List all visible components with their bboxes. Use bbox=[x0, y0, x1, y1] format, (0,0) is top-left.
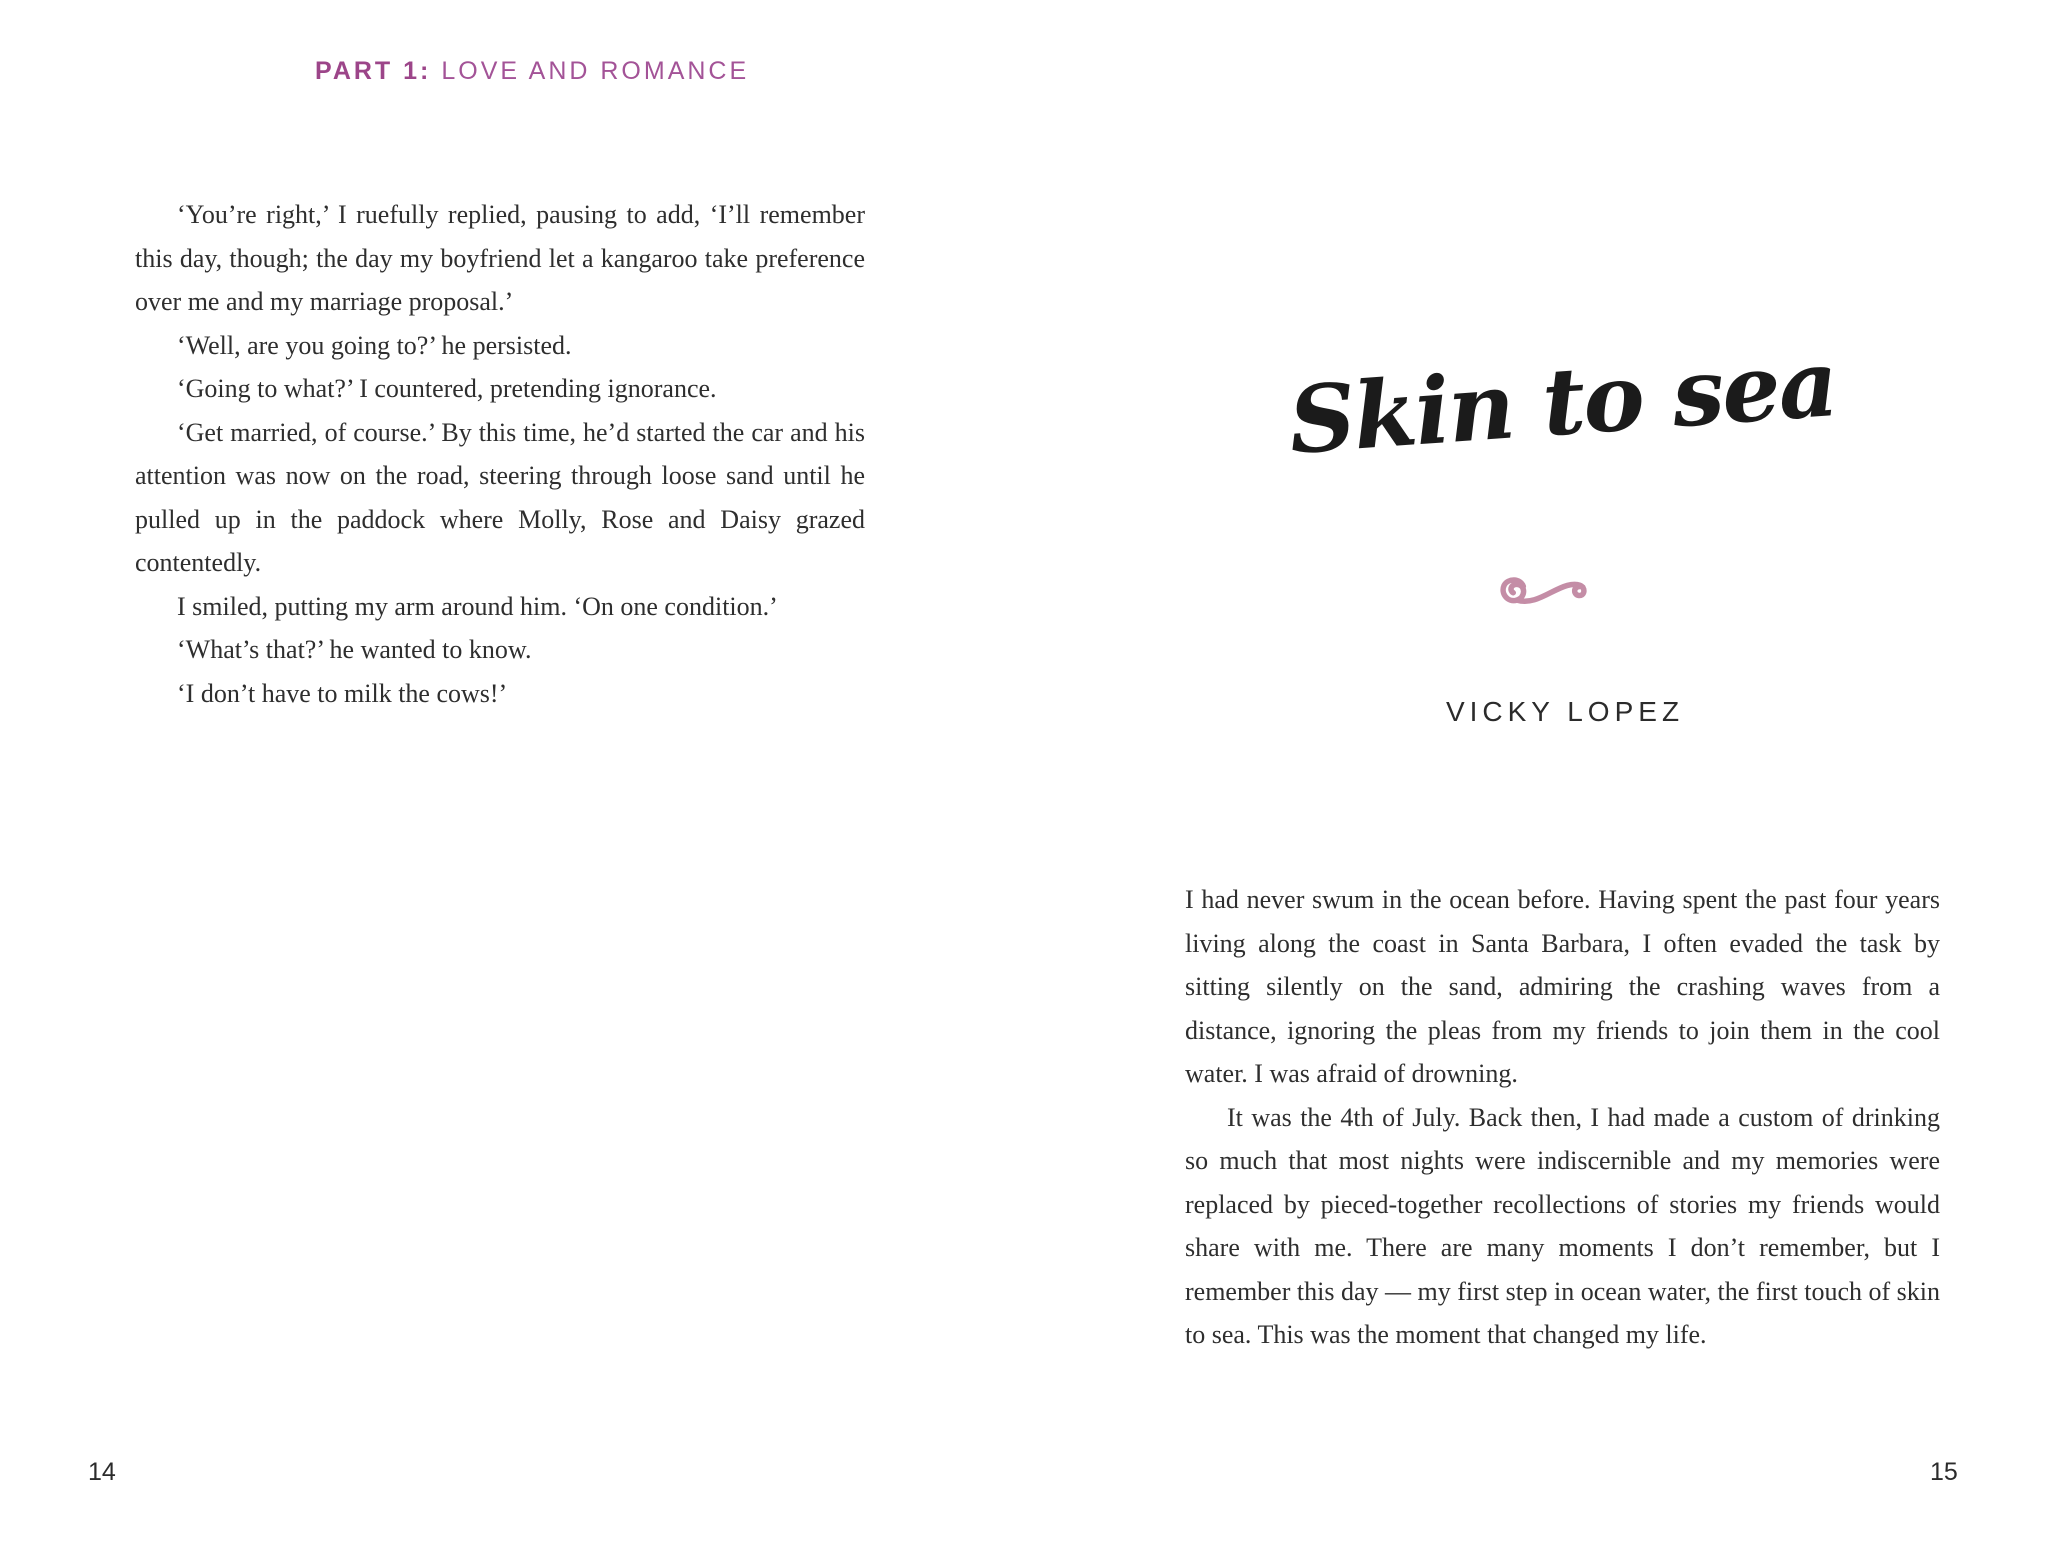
paragraph: ‘You’re right,’ I ruefully replied, pausing to add, ‘I’ll remember this day, though; the day my boyfriend let a kangaroo take preference over me and my marriage proposal.’ bbox=[135, 200, 865, 316]
paragraph: It was the 4th of July. Back then, I had made a custom of drinking so much that most nights were indiscernible and my memories were replaced by pieced-together recollections of stories my friends would share with me. There are many moments I don’t remember, but I remember this day — my first step in ocean water, the first touch of skin to sea. This was the moment that changed my life. bbox=[1185, 1102, 1940, 1349]
chapter-author: VICKY LOPEZ bbox=[1445, 696, 1685, 727]
paragraph: ‘Well, are you going to?’ he persisted. bbox=[177, 330, 572, 360]
left-page-text bbox=[135, 193, 865, 715]
chapter-title: Skin to sea bbox=[1285, 329, 1840, 475]
paragraph: I had never swum in the ocean before. Having spent the past four years living along the coast in Santa Barbara, I often evaded the task by sitting silently on the sand, admiring the crashing waves from a distance, ignoring the pleas from my friends to join them in the cool water. I was afraid of drowning. bbox=[1185, 885, 1940, 1088]
paragraph: I smiled, putting my arm around him. ‘On one condition.’ bbox=[177, 591, 778, 621]
right-page-text bbox=[1185, 878, 1940, 1357]
paragraph: ‘I don’t have to milk the cows!’ bbox=[177, 678, 508, 708]
part-header bbox=[315, 57, 749, 86]
page-number-right: 15 bbox=[1930, 1458, 1958, 1486]
paragraph: ‘Get married, of course.’ By this time, he’d started the car and his attention was now on the road, steering through loose sand until he pulled up in the paddock where Molly, Rose and Daisy grazed contentedly. bbox=[135, 417, 865, 577]
paragraph: ‘Going to what?’ I countered, pretending ignorance. bbox=[177, 374, 717, 403]
part-label: PART 1: bbox=[315, 57, 432, 85]
swirl-flourish-icon bbox=[1494, 566, 1604, 614]
paragraph: ‘What’s that?’ he wanted to know. bbox=[177, 635, 532, 664]
page-number-left: 14 bbox=[88, 1458, 116, 1486]
part-section-title: LOVE AND ROMANCE bbox=[441, 57, 750, 85]
